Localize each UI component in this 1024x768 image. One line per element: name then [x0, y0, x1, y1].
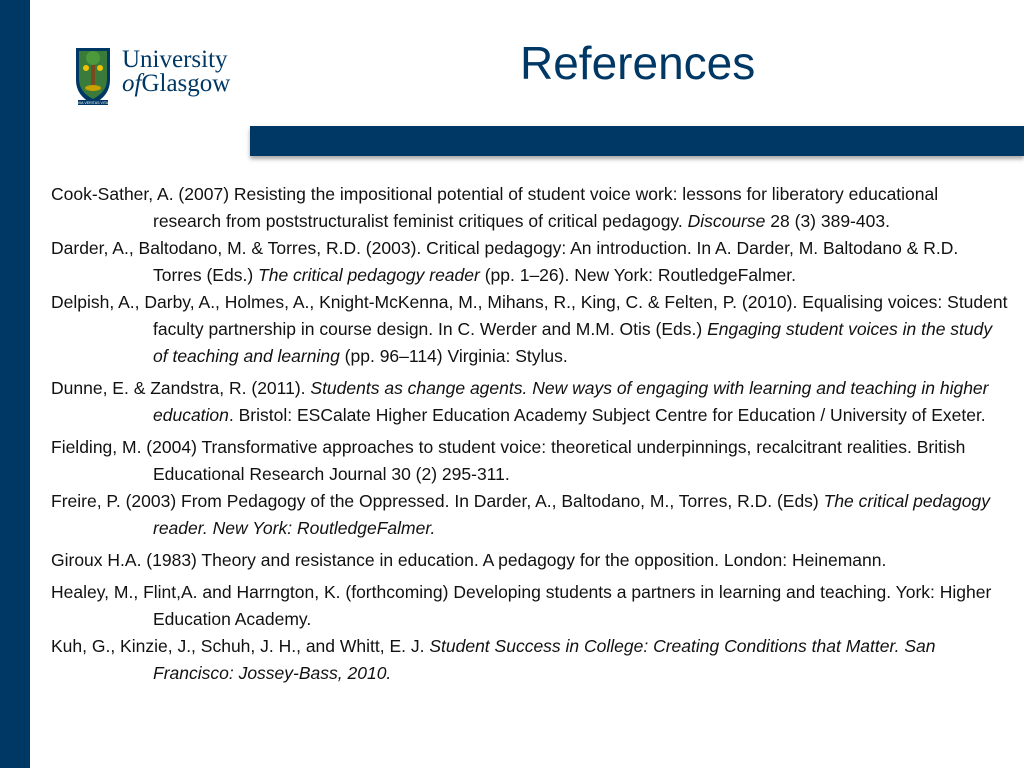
- reference-text: Dunne, E. & Zandstra, R. (2011).: [51, 378, 311, 398]
- reference-italic: The critical pedagogy reader: [258, 265, 480, 285]
- reference-text: Cook-Sather, A. (2007) Resisting the impositional potential of student voice work: lessons for liberatory educational research from poststructuralist feminist critiques of critical pedagogy.: [51, 184, 939, 231]
- reference-text-end: (pp. 1–26). New York: RoutledgeFalmer.: [479, 265, 796, 285]
- reference-italic: Discourse: [687, 211, 766, 231]
- logo-university: University: [122, 46, 228, 73]
- left-accent-bar: [0, 0, 30, 768]
- reference-text: Healey, M., Flint,A. and Harrngton, K. (forthcoming) Developing students a partners in learning and teaching. York: Higher Education Academy.: [51, 582, 992, 629]
- university-logo: [74, 46, 254, 108]
- reference-text: Kuh, G., Kinzie, J., Schuh, J. H., and Whitt, E. J.: [51, 636, 430, 656]
- reference-item: [51, 579, 1011, 633]
- reference-item: [51, 235, 1011, 289]
- reference-item: [51, 181, 1011, 235]
- reference-item: [51, 289, 1011, 370]
- reference-text: Freire, P. (2003) From Pedagogy of the Oppressed. In Darder, A., Baltodano, M., Torres, R.D. (Eds): [51, 491, 824, 511]
- logo-wordmark: [122, 48, 230, 96]
- crest-icon: [74, 46, 112, 106]
- slide-title: References: [520, 37, 756, 89]
- reference-item: [51, 434, 1011, 488]
- reference-italic: Engaging student voices in the study of teaching and learning: [153, 319, 993, 366]
- reference-item: [51, 547, 1011, 574]
- reference-text: Fielding, M. (2004) Transformative approaches to student voice: theoretical underpinnings, recalcitrant realities. British Educational Research Journal 30 (2) 295-311.: [51, 437, 966, 484]
- logo-of: of: [122, 70, 142, 97]
- reference-text: Giroux H.A. (1983) Theory and resistance in education. A pedagogy for the opposition. London: Heinemann.: [51, 550, 887, 570]
- reference-item: [51, 633, 1011, 687]
- reference-list: [51, 181, 1011, 692]
- crest-motto: VIA VERITAS VITA: [77, 101, 109, 105]
- reference-item: [51, 488, 1011, 542]
- reference-text-end: 28 (3) 389-403.: [765, 211, 890, 231]
- reference-item: [51, 375, 1011, 429]
- reference-text-end: (pp. 96–114) Virginia: Stylus.: [339, 346, 568, 366]
- logo-glasgow: Glasgow: [141, 70, 231, 97]
- reference-text: Delpish, A., Darby, A., Holmes, A., Knight-McKenna, M., Mihans, R., King, C. & Felten, P. (2010). Equalising voices: Student faculty partnership in course design. In C. Werder and M.M. Otis (Eds.): [51, 292, 1008, 339]
- reference-text: Darder, A., Baltodano, M. & Torres, R.D. (2003). Critical pedagogy: An introduction. In A. Darder, M. Baltodano & R.D. Torres (Eds.): [51, 238, 959, 285]
- reference-text-end: . Bristol: ESCalate Higher Education Academy Subject Centre for Education / University of Exeter.: [228, 405, 986, 425]
- title-underline-bar: [250, 126, 1024, 156]
- reference-italic: The critical pedagogy reader. New York: RoutledgeFalmer.: [153, 491, 990, 538]
- reference-italic: Students as change agents. New ways of engaging with learning and teaching in higher education: [153, 378, 989, 425]
- reference-italic: Student Success in College: Creating Conditions that Matter. San Francisco: Jossey-Bass, 2010.: [153, 636, 936, 683]
- logo-glasgow-line: [122, 72, 230, 96]
